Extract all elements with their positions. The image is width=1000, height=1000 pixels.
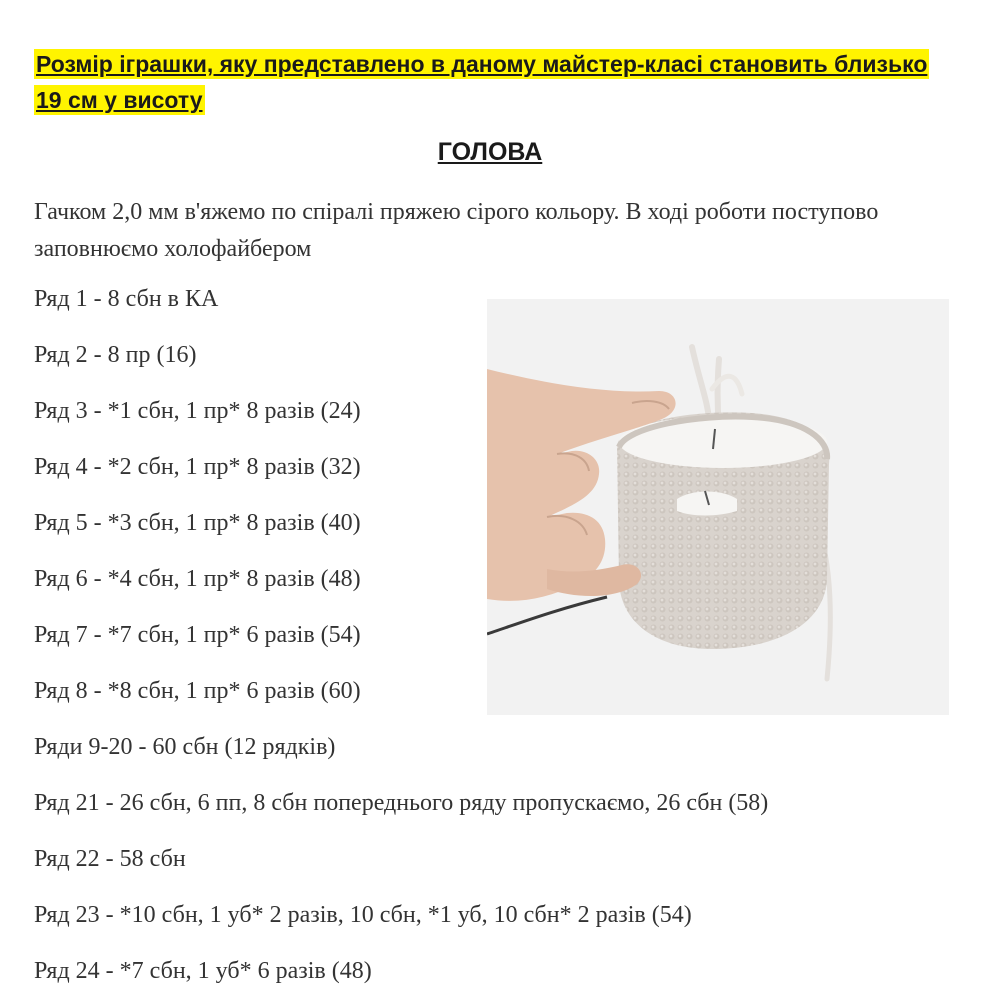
description-paragraph: Гачком 2,0 мм в'яжемо по спіралі пряжею сірого кольору. В ході роботи поступово заповнюємо холофайбером — [34, 199, 879, 262]
pattern-row: Ряд 2 - 8 пр (16) — [34, 342, 197, 368]
intro-highlight-text: Розмір іграшки, яку представлено в даному майстер-класі становить близько 19 см у висоту — [36, 51, 928, 113]
crochet-head-photo — [487, 299, 949, 715]
pattern-row: Ряд 6 - *4 сбн, 1 пр* 8 разів (48) — [34, 566, 361, 592]
section-title: ГОЛОВА — [437, 138, 543, 166]
pattern-row: Ряд 24 - *7 сбн, 1 уб* 6 разів (48) — [34, 958, 372, 984]
pattern-row: Ряди 9-20 - 60 сбн (12 рядків) — [34, 734, 336, 760]
crochet-head-illustration — [487, 299, 949, 715]
pattern-row: Ряд 5 - *3 сбн, 1 пр* 8 разів (40) — [34, 510, 361, 536]
pattern-row: Ряд 8 - *8 сбн, 1 пр* 6 разів (60) — [34, 678, 361, 704]
pattern-row: Ряд 3 - *1 сбн, 1 пр* 8 разів (24) — [34, 398, 361, 424]
pattern-row: Ряд 23 - *10 сбн, 1 уб* 2 разів, 10 сбн, *1 уб, 10 сбн* 2 разів (54) — [34, 902, 692, 928]
pattern-row: Ряд 1 - 8 сбн в КА — [34, 286, 219, 312]
pattern-row: Ряд 21 - 26 сбн, 6 пп, 8 сбн попереднього ряду пропускаємо, 26 сбн (58) — [34, 790, 769, 816]
pattern-row: Ряд 7 - *7 сбн, 1 пр* 6 разів (54) — [34, 622, 361, 648]
pattern-row: Ряд 4 - *2 сбн, 1 пр* 8 разів (32) — [34, 454, 361, 480]
pattern-row: Ряд 22 - 58 сбн — [34, 846, 186, 872]
intro-note — [34, 46, 934, 118]
